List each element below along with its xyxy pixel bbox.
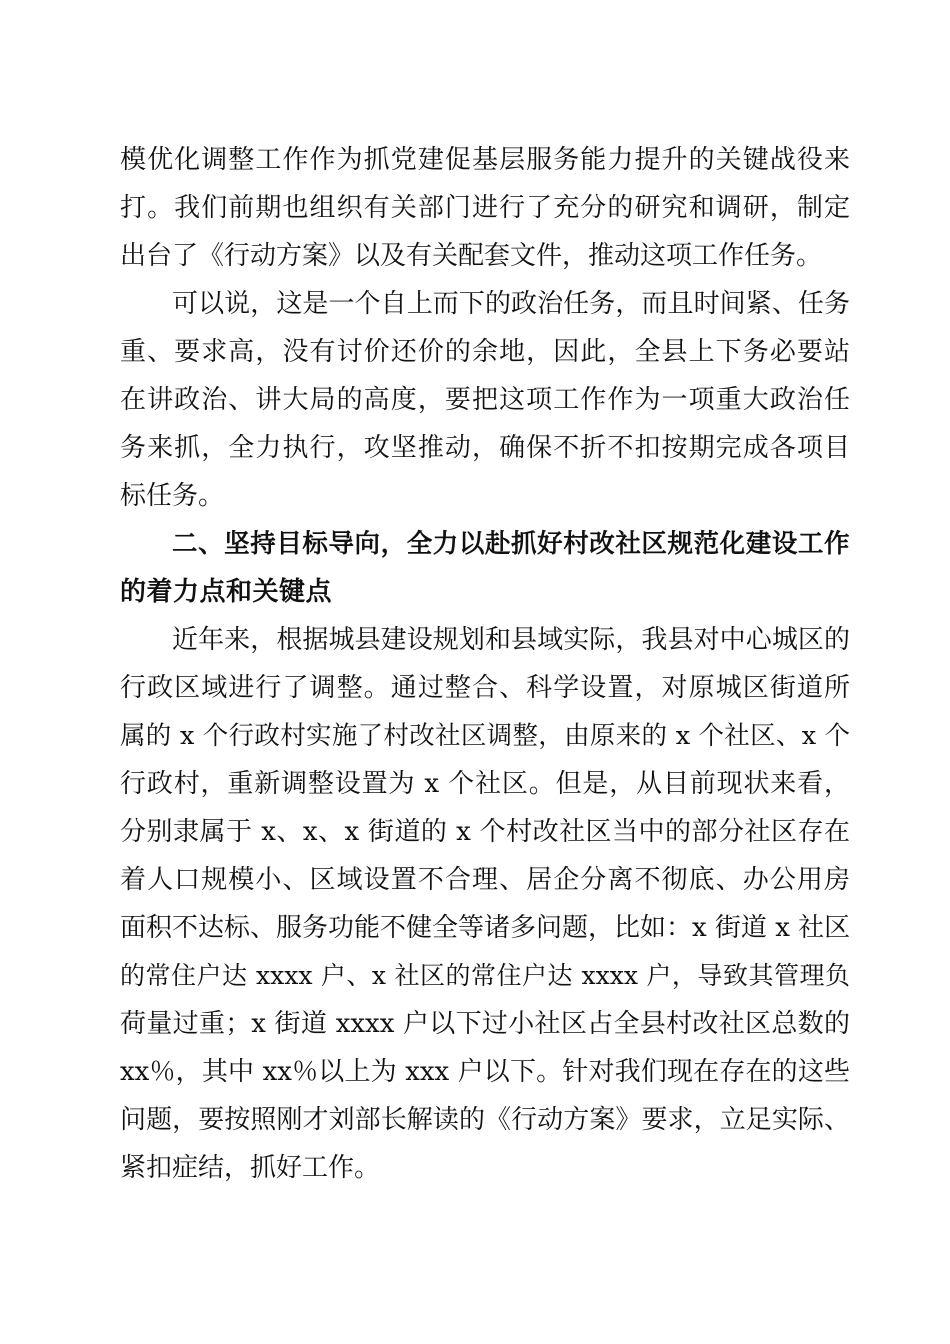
paragraph-3-line-3: 属的 x 个行政村实施了村改社区调整，由原来的 x 个社区、x 个 [120,721,850,751]
paragraph-3-line-1: 近年来，根据城县建设规划和县域实际，我县对中心城区的 [172,625,850,655]
paragraph-3-line-11: 问题，要按照刚才刘部长解读的《行动方案》要求，立足实际、 [120,1105,850,1135]
paragraph-3-line-8: 的常住户达 xxxx 户、x 社区的常住户达 xxxx 户，导致其管理负 [120,961,850,990]
section-heading-line-1: 二、坚持目标导向，全力以赴抓好村改社区规范化建设工作 [172,529,850,559]
paragraph-3-line-4: 行政村，重新调整设置为 x 个社区。但是，从目前现状来看， [120,769,850,799]
paragraph-2-line-3: 在讲政治、讲大局的高度，要把这项工作作为一项重大政治任 [120,385,850,415]
paragraph-2-line-2: 重、要求高，没有讨价还价的余地，因此，全县上下务必要站 [120,337,850,367]
paragraph-3-line-5: 分别隶属于 x、x、x 街道的 x 个村改社区当中的部分社区存在 [120,817,850,847]
paragraph-1-line-2: 打。我们前期也组织有关部门进行了充分的研究和调研，制定 [120,193,850,223]
paragraph-3-line-9: 荷量过重；x 街道 xxxx 户以下过小社区占全县村改社区总数的 [120,1009,850,1039]
paragraph-2-line-4: 务来抓，全力执行，攻坚推动，确保不折不扣按期完成各项目 [120,433,850,463]
paragraph-1-line-1: 模优化调整工作作为抓党建促基层服务能力提升的关键战役来 [120,145,850,175]
paragraph-3-line-6: 着人口规模小、区域设置不合理、居企分离不彻底、办公用房 [120,865,850,895]
paragraph-1-line-3: 出台了《行动方案》以及有关配套文件，推动这项工作任务。 [120,241,823,271]
paragraph-2-line-1: 可以说，这是一个自上而下的政治任务，而且时间紧、任务 [172,289,850,319]
paragraph-3-line-12: 紧扣症结，抓好工作。 [120,1153,381,1183]
paragraph-3-line-7: 面积不达标、服务功能不健全等诸多问题，比如：x 街道 x 社区 [120,913,851,943]
paragraph-3-line-10: xx％，其中 xx％以上为 xxx 户以下。针对我们现在存在的这些 [120,1057,850,1087]
paragraph-3-line-2: 行政区域进行了调整。通过整合、科学设置，对原城区街道所 [120,673,850,703]
paragraph-2-line-5: 标任务。 [120,481,225,511]
section-heading-line-2: 的着力点和关键点 [120,577,333,607]
